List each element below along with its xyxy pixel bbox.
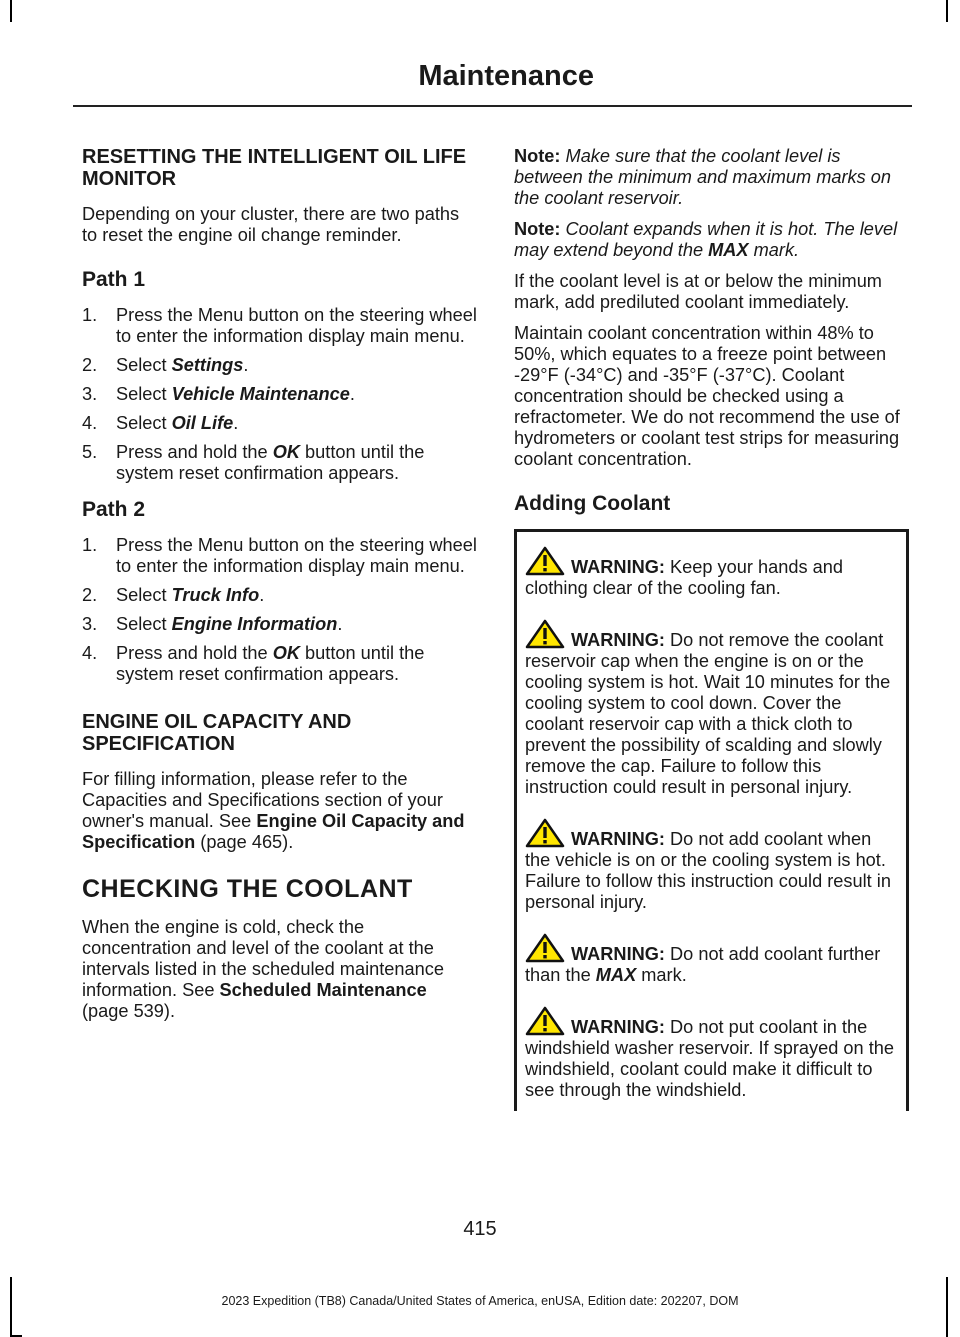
capacity-text: For filling information, please refer to the Capacities and Specifications section of your owner's manual. See Engine Oil Capacity and Specification (page 465). [82,769,465,852]
header-rule [73,105,912,107]
list-item: 4. Press and hold the OK button until the system reset confirmation appears. [82,643,425,684]
list-item: 3. Select Vehicle Maintenance. [82,384,355,404]
page-header-title: Maintenance [418,60,594,92]
path1-heading: Path 1 [82,268,146,291]
warning-2: WARNING: Do not remove the coolant reservoir cap when the engine is on or the cooling system is hot. Wait 10 minutes for the cooling system to cool down. Cover the coolant reservoir cap with a thick cloth to prevent the possibility of scalding and slowly remove the cap. Failure to follow this instruction could result in personal injury. [525,619,900,798]
note-1: Note: Make sure that the coolant level is between the minimum and maximum marks on the coolant reservoir. [514,146,892,208]
reset-intro: Depending on your cluster, there are two paths to reset the engine oil change reminder. [82,204,460,245]
list-item: 5. Press and hold the OK button until the system reset confirmation appears. [82,442,425,483]
crop-mark-top-right [946,0,948,22]
warning-triangle-icon [525,818,565,848]
list-item: 2. Select Settings. [82,355,249,375]
warning-3: WARNING: Do not add coolant when the vehicle is on or the cooling system is hot. Failure to follow this instruction could result in personal injury. [525,818,900,913]
note-2: Note: Coolant expands when it is hot. The level may extend beyond the MAX mark. [514,219,898,260]
list-item: 2. Select Truck Info. [82,585,265,605]
crop-mark-top-left [10,0,12,22]
list-item: 1. Press the Menu button on the steering wheel to enter the information display main menu. [82,535,477,576]
coolant-heading: CHECKING THE COOLANT [82,875,413,903]
path2-heading: Path 2 [82,498,146,521]
scheduled-maintenance-link[interactable]: Scheduled Maintenance [219,980,427,1000]
warning-triangle-icon [525,1006,565,1036]
page-number: 415 [463,1218,497,1240]
warning-box [514,529,909,1111]
coolant-concentration-para: Maintain coolant concentration within 48% to 50%, which equates to a freeze point between -29°F (-34°C) and -35°F (-37°C). Coolant concentration should be checked using a refractometer. We do not recommend the use of hydrometers or coolant test strips for measuring coolant concentration. [514,323,900,469]
warning-triangle-icon [525,546,565,576]
list-item: 4. Select Oil Life. [82,413,239,433]
adding-coolant-heading: Adding Coolant [514,492,671,515]
coolant-text: When the engine is cold, check the concentration and level of the coolant at the intervals listed in the scheduled maintenance information. See Scheduled Maintenance (page 539). [82,917,444,1021]
warning-1: WARNING: Keep your hands and clothing clear of the cooling fan. [525,546,900,599]
reset-heading: RESETTING THE INTELLIGENT OIL LIFE MONITOR [82,146,467,190]
path2-steps [82,535,477,685]
warning-5: WARNING: Do not put coolant in the windshield washer reservoir. If sprayed on the windshield, coolant could make it difficult to see through the windshield. [525,1006,900,1101]
list-item: 1. Press the Menu button on the steering wheel to enter the information display main menu. [82,305,477,346]
capacity-link[interactable]: Engine Oil Capacity and Specification [82,811,465,852]
capacity-heading: ENGINE OIL CAPACITY AND SPECIFICATION [82,711,352,755]
path1-steps [82,305,477,484]
right-column [514,146,909,1111]
coolant-level-para: If the coolant level is at or below the minimum mark, add prediluted coolant immediately. [514,271,882,312]
footer-edition-info: 2023 Expedition (TB8) Canada/United States of America, enUSA, Edition date: 202207, DOM [221,1294,739,1308]
warning-triangle-icon [525,619,565,649]
warning-triangle-icon [525,933,565,963]
list-item: 3. Select Engine Information. [82,614,343,634]
left-column [82,146,477,1032]
warning-4: WARNING: Do not add coolant further than the MAX mark. [525,933,900,986]
